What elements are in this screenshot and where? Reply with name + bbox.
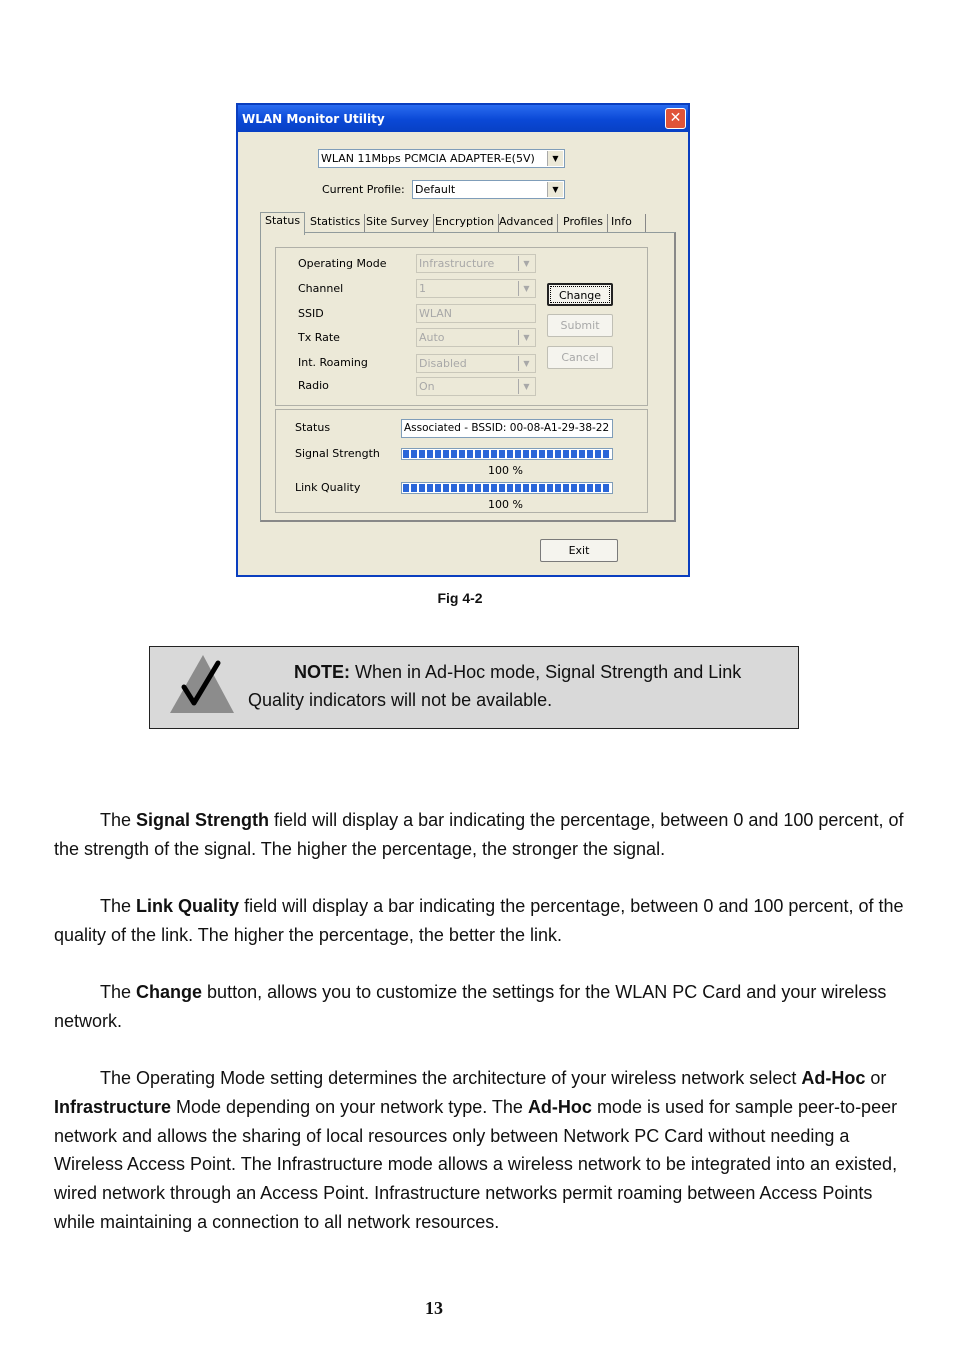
tab-strip (260, 212, 650, 233)
tab-statistics[interactable]: Statistics (306, 214, 365, 232)
note-text (248, 658, 778, 714)
signal-strength-fill (403, 450, 611, 458)
paragraph-change (54, 978, 904, 1036)
adapter-select[interactable] (318, 149, 565, 168)
tab-site-survey[interactable]: Site Survey (362, 214, 434, 232)
wlan-monitor-window (236, 103, 690, 577)
status-tab-panel (260, 232, 676, 522)
radio-select[interactable] (416, 377, 536, 396)
tab-profiles[interactable]: Profiles (559, 214, 608, 232)
text-run: The (100, 896, 137, 916)
signal-strength-percent: 100 % (488, 464, 523, 477)
tab-advanced[interactable]: Advanced (495, 214, 558, 232)
checkmark-icon (168, 653, 238, 717)
chevron-down-icon: ▼ (547, 151, 563, 166)
close-icon[interactable]: ✕ (665, 108, 686, 129)
int-roaming-select[interactable] (416, 354, 536, 373)
chevron-down-icon: ▼ (518, 356, 534, 371)
ssid-label: SSID (298, 307, 324, 320)
window-title: WLAN Monitor Utility (242, 112, 385, 126)
text-run: or (865, 1068, 887, 1088)
radio-value: On (419, 380, 435, 393)
term-link-quality: Link Quality (136, 896, 240, 916)
adapter-value: WLAN 11Mbps PCMCIA ADAPTER-E(5V) (321, 152, 535, 165)
term-change: Change (136, 982, 203, 1002)
ssid-field[interactable]: WLAN (416, 304, 536, 323)
paragraph-operating-mode (54, 1064, 904, 1237)
channel-select[interactable] (416, 279, 536, 298)
operating-mode-value: Infrastructure (419, 257, 495, 270)
paragraph-link-quality (54, 892, 904, 950)
tx-rate-label: Tx Rate (298, 331, 340, 344)
link-quality-label: Link Quality (295, 481, 361, 494)
radio-label: Radio (298, 379, 329, 392)
text-run: mode is used for sample peer-to-peer network and allows the sharing of local resources only between Network PC Card without needing a Wireless Access Point. The Infrastructure mode allows a wireless network to be integrated into an existed, wired network through an Access Point. Infrastructure networks permit roaming between Access Points while maintaining a connection to all network resources. (54, 1096, 898, 1232)
chevron-down-icon: ▼ (518, 379, 534, 394)
chevron-down-icon: ▼ (518, 281, 534, 296)
operating-mode-select[interactable] (416, 254, 536, 273)
exit-button[interactable]: Exit (540, 539, 618, 562)
int-roaming-value: Disabled (419, 357, 467, 370)
page-number: 13 (425, 1298, 443, 1318)
note-body: When in Ad-Hoc mode, Signal Strength and Link Quality indicators will not be available. (248, 662, 742, 710)
paragraph-signal-strength (54, 806, 904, 864)
operating-mode-label: Operating Mode (298, 257, 387, 270)
signal-strength-bar (401, 448, 613, 460)
link-quality-percent: 100 % (488, 498, 523, 511)
term-ad-hoc: Ad-Hoc (527, 1096, 592, 1117)
text-run: The (100, 810, 137, 830)
chevron-down-icon: ▼ (518, 330, 534, 345)
term-signal-strength: Signal Strength (136, 810, 270, 830)
channel-value: 1 (419, 282, 426, 295)
current-profile-label: Current Profile: (322, 183, 405, 196)
text-run: Mode depending on your network type. The (171, 1096, 528, 1117)
channel-label: Channel (298, 282, 344, 295)
text-run: button, allows you to customize the settings for the WLAN PC Card and your wireless network. (54, 982, 887, 1031)
change-button[interactable]: Change (547, 283, 613, 306)
link-quality-bar (401, 482, 613, 494)
chevron-down-icon: ▼ (518, 256, 534, 271)
term-ad-hoc: Ad-Hoc (801, 1068, 866, 1088)
link-quality-fill (403, 484, 611, 492)
tx-rate-value: Auto (419, 331, 445, 344)
figure-caption: Fig 4-2 (437, 590, 483, 606)
tab-info[interactable]: Info (607, 214, 646, 232)
note-box (149, 646, 799, 729)
cancel-button[interactable]: Cancel (547, 346, 613, 369)
note-label: NOTE: (294, 662, 350, 682)
text-run: The (100, 982, 137, 1002)
signal-strength-label: Signal Strength (295, 447, 380, 460)
profile-value: Default (415, 183, 456, 196)
profile-select[interactable] (412, 180, 565, 199)
term-infrastructure: Infrastructure (54, 1096, 172, 1117)
tab-status[interactable]: Status (260, 212, 305, 235)
settings-group (275, 247, 648, 406)
status-label: Status (295, 421, 331, 434)
text-run: field will display a bar indicating the percentage, between 0 and 100 percent, of the strength of the signal. The higher the percentage, the stronger the signal. (54, 810, 904, 859)
status-group (275, 409, 648, 513)
text-run: The Operating Mode setting determines the architecture of your wireless network select (100, 1068, 802, 1088)
status-field: Associated - BSSID: 00-08-A1-29-38-22 (401, 419, 613, 438)
title-bar[interactable] (238, 105, 688, 132)
submit-button[interactable]: Submit (547, 314, 613, 337)
tx-rate-select[interactable] (416, 328, 536, 347)
text-run: field will display a bar indicating the percentage, between 0 and 100 percent, of the quality of the link. The higher the percentage, the better the link. (54, 896, 904, 945)
int-roaming-label: Int. Roaming (298, 356, 368, 369)
tab-encryption[interactable]: Encryption (431, 214, 499, 232)
chevron-down-icon: ▼ (547, 182, 563, 197)
